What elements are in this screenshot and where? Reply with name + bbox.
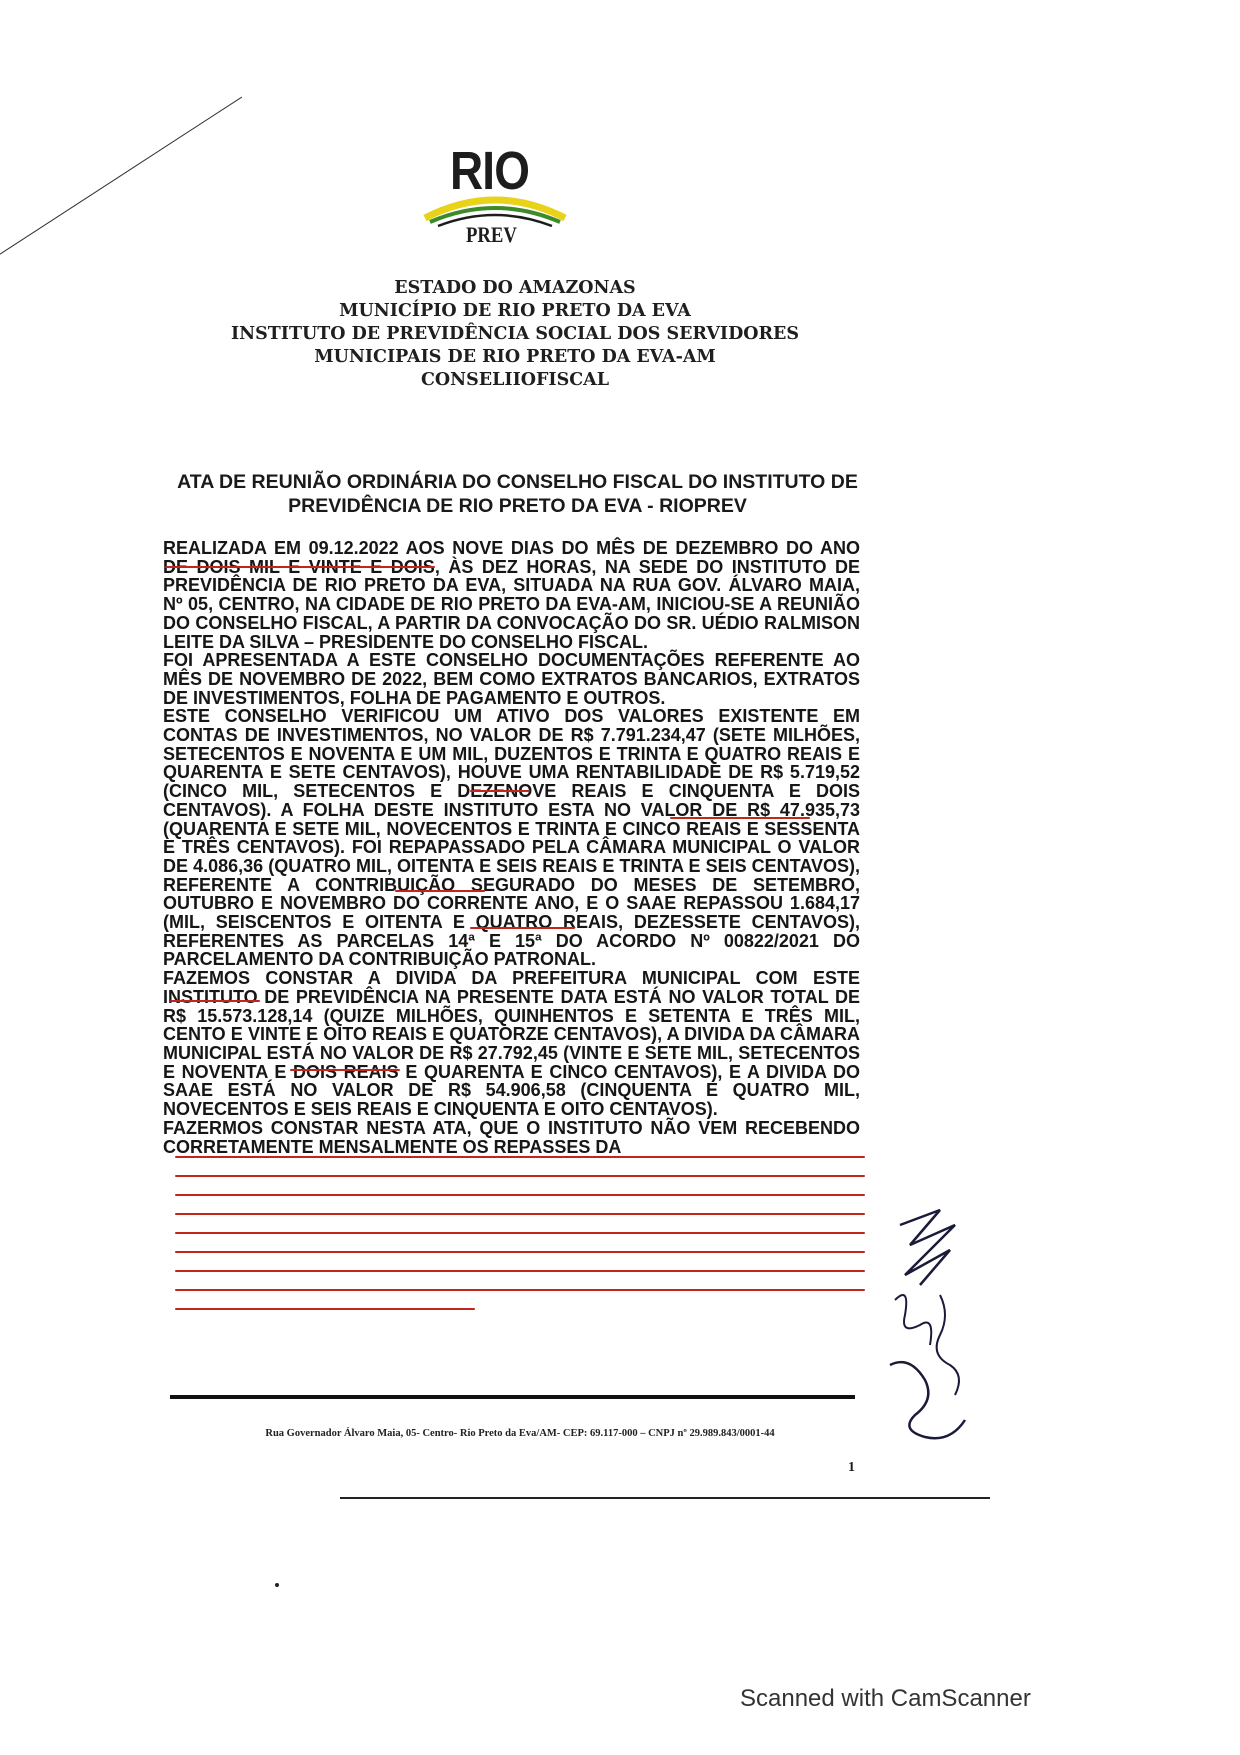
minutes-paragraph: ESTE CONSELHO VERIFICOU UM ATIVO DOS VALORES EXISTENTE EM CONTAS DE INVESTIMENTOS, NO VALOR DE R$ 7.791.234,47 (SETE MILHÕES, SETECENTOS E NOVENTA E UM MIL, DUZENTOS E TRINTA E QUATRO REAIS E QUARENTA E SETE CENTAVOS), HOUVE UMA RENTABILIDADE DE R$ 5.719,52 (CINCO MIL, SETECENTOS E DEZENOVE REAIS E CINQUENTA E DOIS CENTAVOS). A FOLHA DESTE INSTITUTO ESTA NO VALOR DE R$ 47.935,73 (QUARENTA E SETE MIL, NOVECENTOS E TRINTA E CINCO REAIS E SESSENTA E TRÊS CENTAVOS). FOI REPAPASSADO PELA CÂMARA MUNICIPAL O VALOR DE 4.086,36 (QUATRO MIL, OITENTA E SEIS REAIS E TRINTA E SEIS CENTAVOS), REFERENTE A CONTRIBUIÇÃO SEGURADO DO MESES DE SETEMBRO, OUTUBRO E NOVEMBRO DO CORRENTE ANO, E O SAAE REPASSOU 1.684,17 (MIL, SEISCENTOS E OITENTA E QUATRO REAIS, DEZESSETE CENTAVOS), REFERENTES AS PARCELAS 14ª E 15ª DO ACORDO Nº 00822/2021 DO PARCELAMENTO DA CONTRIBUIÇÃO PATRONAL. — [163, 706, 860, 970]
minutes-paragraph: REALIZADA EM 09.12.2022 AOS NOVE DIAS DO MÊS DE DEZEMBRO DO ANO DE DOIS MIL E VINTE E DOIS, ÀS DEZ HORAS, NA SEDE DO INSTITUTO DE PREVIDÊNCIA DE RIO PRETO DA EVA, SITUADA NA RUA GOV. ÁLVARO MAIA, Nº 05, CENTRO, NA CIDADE DE RIO PRETO DA EVA-AM, INICIOU-SE A REUNIÃO DO CONSELHO FISCAL, A PARTIR DA CONVOCAÇÃO DO SR. UÉDIO RALMISON LEITE DA SILVA – PRESIDENTE DO CONSELHO FISCAL. — [163, 538, 860, 652]
scan-speck — [275, 1583, 279, 1587]
red-underline-mark — [170, 1000, 260, 1002]
red-underline-mark — [470, 927, 575, 929]
letterhead-line: MUNICIPAIS DE RIO PRETO DA EVA-AM — [314, 347, 716, 367]
minutes-paragraph: FOI APRESENTADA A ESTE CONSELHO DOCUMENTAÇÕES REFERENTE AO MÊS DE NOVEMBRO DE 2022, BEM COMO EXTRATOS BANCARIOS, EXTRATOS DE INVESTIMENTOS, FOLHA DE PAGAMENTO E OUTROS. — [163, 650, 860, 708]
red-underline-mark — [175, 1308, 475, 1310]
page-edge-line — [340, 1497, 990, 1499]
letterhead — [160, 277, 870, 392]
letterhead-line: CONSELIIOFISCAL — [420, 370, 610, 390]
red-underline-mark — [175, 1156, 865, 1158]
title-line: PREVIDÊNCIA DE RIO PRETO DA EVA - RIOPREV — [288, 495, 747, 517]
minutes-body — [163, 539, 860, 1156]
red-underline-mark — [670, 817, 810, 819]
logo-top-text: RIO — [450, 141, 530, 201]
document-title — [150, 470, 885, 518]
logo-bottom-text: PREV — [466, 222, 517, 247]
letterhead-line: MUNICÍPIO DE RIO PRETO DA EVA — [339, 301, 691, 321]
scanner-watermark: Scanned with CamScanner — [740, 1685, 1031, 1712]
red-underline-mark — [470, 790, 530, 792]
red-underline-mark — [175, 1289, 865, 1291]
title-line: ATA DE REUNIÃO ORDINÁRIA DO CONSELHO FISCAL DO INSTITUTO DE — [177, 471, 858, 493]
fold-line — [0, 97, 242, 261]
minutes-paragraph: FAZEMOS CONSTAR A DIVIDA DA PREFEITURA MUNICIPAL COM ESTE INSTITUTO DE PREVIDÊNCIA NA PRESENTE DATA ESTÁ NO VALOR TOTAL DE R$ 15.573.128,14 (QUIZE MILHÕES, QUINHENTOS E SETENTA E TRÊS MIL, CENTO E VINTE E OITO REAIS E QUATORZE CENTAVOS), A DIVIDA DA CÂMARA MUNICIPAL ESTÁ NO VALOR DE R$ 27.792,45 (VINTE E SETE MIL, SETECENTOS E NOVENTA E DOIS REAIS E QUARENTA E CINCO CENTAVOS), E A DIVIDA DO SAAE ESTÁ NO VALOR DE R$ 54.906,58 (CINQUENTA E QUATRO MIL, NOVECENTOS E SEIS REAIS E CINQUENTA E OITO CENTAVOS). — [163, 968, 860, 1120]
letterhead-line: INSTITUTO DE PREVIDÊNCIA SOCIAL DOS SERVIDORES — [230, 324, 800, 344]
red-underline-mark — [175, 1270, 865, 1272]
minutes-paragraph: FAZERMOS CONSTAR NESTA ATA, QUE O INSTITUTO NÃO VEM RECEBENDO CORRETAMENTE MENSALMENTE OS REPASSES DA — [163, 1117, 860, 1157]
page-number: 1 — [848, 1460, 855, 1475]
red-underline-mark — [175, 1175, 865, 1177]
red-underline-mark — [175, 1194, 865, 1196]
footer-rule — [170, 1395, 855, 1399]
red-underline-mark — [165, 566, 435, 568]
red-underline-mark — [175, 1213, 865, 1215]
letterhead-line: ESTADO DO AMAZONAS — [394, 278, 636, 298]
red-underline-mark — [395, 890, 485, 892]
red-underline-mark — [175, 1251, 865, 1253]
red-underline-mark — [175, 1232, 865, 1234]
footer-address: Rua Governador Álvaro Maia, 05- Centro- Rio Preto da Eva/AM- CEP: 69.117-000 – CNPJ nº 29.989.843/0001-44 — [265, 1428, 775, 1439]
rioprev-logo — [420, 140, 570, 250]
red-underline-mark — [290, 1069, 400, 1071]
handwritten-signature — [880, 1205, 980, 1445]
